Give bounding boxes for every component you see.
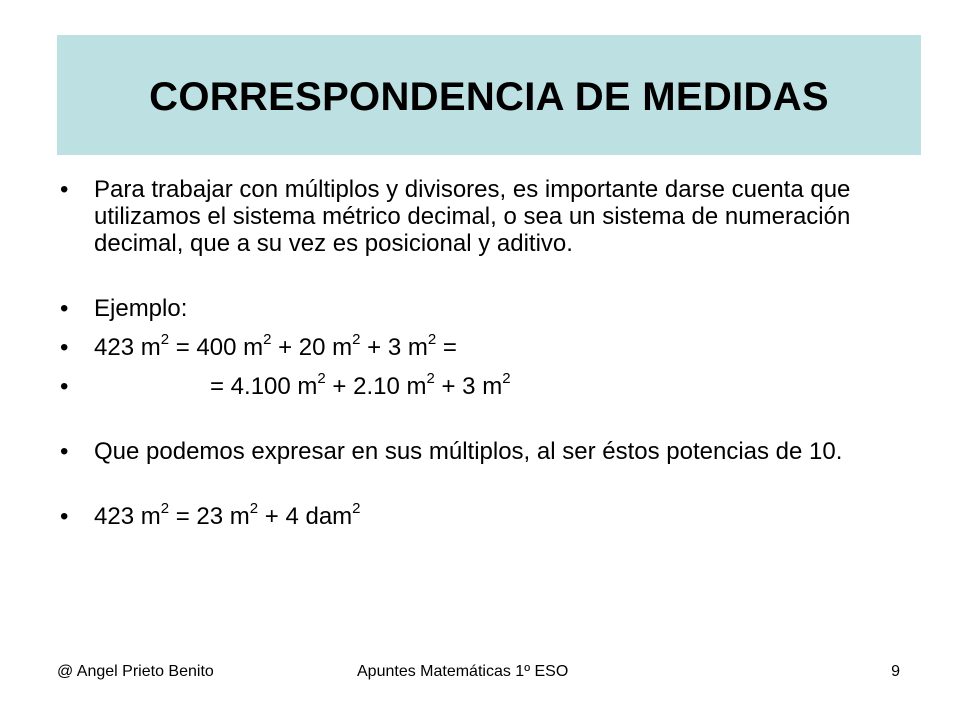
equation-1: 423 $m^2 = 400$ $m^2 + 20$ $m^2 + 3$ $m^2$ = xyxy=(94,331,457,361)
bullet-multiples-paragraph xyxy=(60,438,910,465)
bullet-example-label xyxy=(60,295,910,322)
bullet-equation-3 xyxy=(60,500,910,530)
example-label: Ejemplo: xyxy=(94,295,188,322)
bullet-intro-paragraph xyxy=(60,176,910,257)
slide-title: CORRESPONDENCIA DE MEDIDAS xyxy=(149,74,829,119)
footer-course: Apuntes Matemáticas 1º ESO xyxy=(357,663,569,680)
bullet-equation-1 xyxy=(60,331,910,361)
footer-author: @ Angel Prieto Benito xyxy=(57,663,214,680)
equation-3: 423 $m^2 = 23$ $m^2 + 4$ dam$^2$ xyxy=(94,500,361,530)
bullet-equation-2 xyxy=(60,370,910,400)
multiples-text: Que podemos expresar en sus múltiplos, al ser éstos potencias de 10. xyxy=(94,438,843,465)
bullet-list xyxy=(60,176,910,530)
slide-title-banner xyxy=(57,35,921,155)
footer-page-number: 9 xyxy=(891,663,900,680)
intro-text: Para trabajar con múltiplos y divisores, es importante darse cuenta que utilizamos el sistema métrico decimal, o sea un sistema de numeración decimal, que a su vez es posicional y aditivo. xyxy=(94,176,851,257)
equation-2: = 4.100 $m^2 + 2.10$ $m^2 + 3$ $m^2$ xyxy=(210,370,511,400)
